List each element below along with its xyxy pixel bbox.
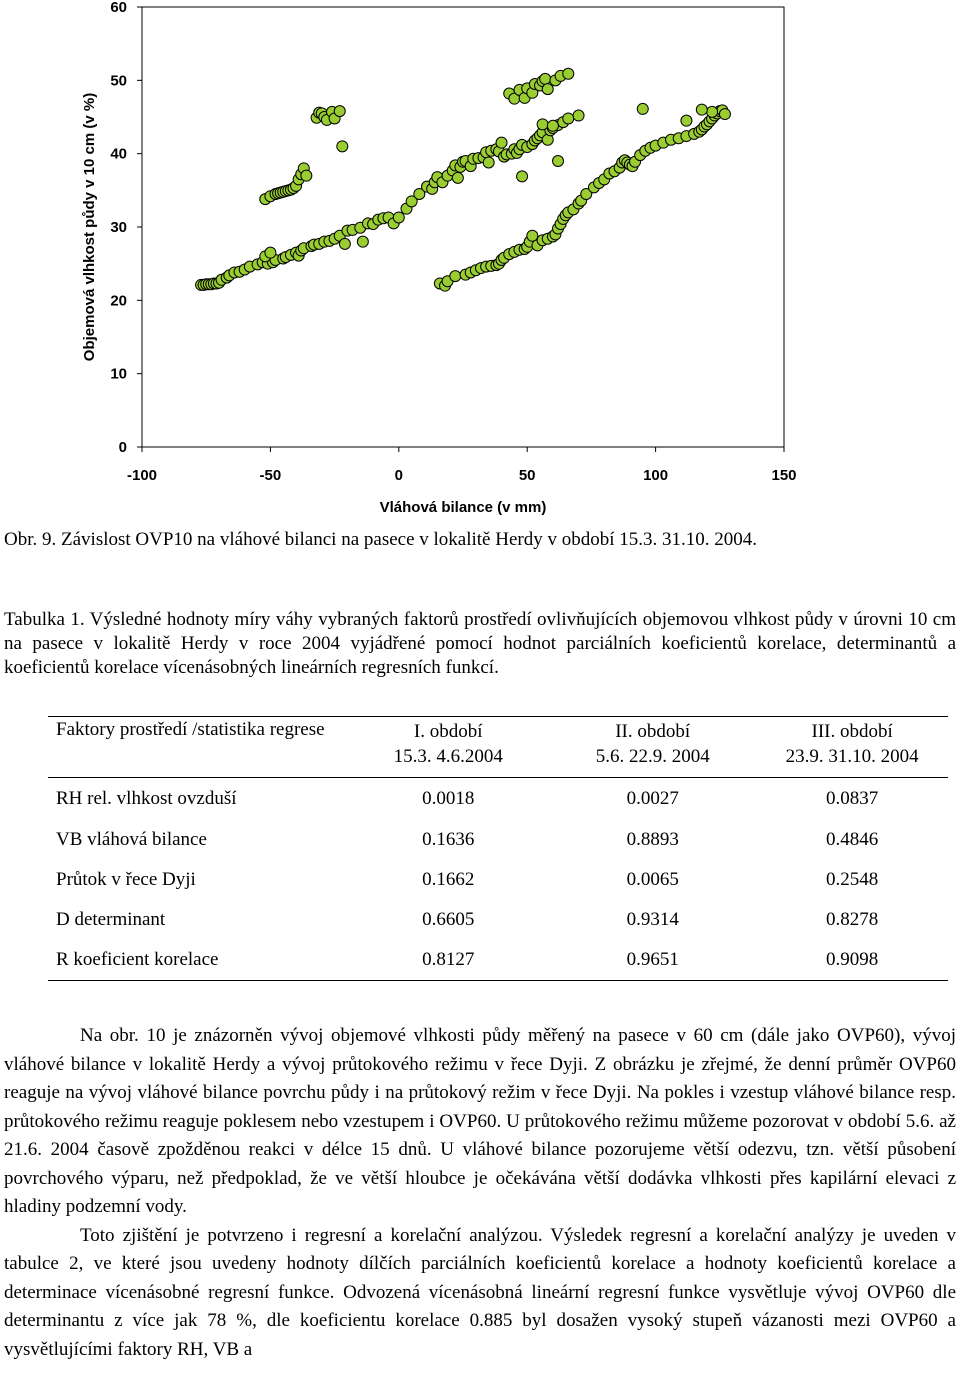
scatter-chart (0, 0, 960, 520)
row-value: 0.0027 (549, 778, 756, 821)
row-label: Průtok v řece Dyji (56, 869, 196, 890)
row-value: 0.8127 (347, 940, 549, 981)
y-tick-label: 20 (110, 292, 127, 310)
table-row (48, 778, 948, 821)
row-value: 0.1662 (422, 869, 475, 890)
data-point (681, 115, 692, 126)
row-value: 0.9314 (626, 909, 679, 930)
row-value: 0.1636 (422, 829, 475, 850)
data-point (553, 156, 564, 167)
period-3-name: III. období (811, 721, 893, 742)
data-point (265, 247, 276, 258)
data-point (496, 137, 507, 148)
row-value: 0.8278 (826, 909, 879, 930)
y-tick-label: 60 (110, 0, 127, 16)
y-axis-ticks (110, 0, 142, 456)
data-point (301, 170, 312, 181)
data-point (696, 104, 707, 115)
data-point (450, 271, 461, 282)
row-label: D determinant (56, 909, 166, 930)
y-tick-label: 50 (110, 72, 127, 90)
data-point (719, 109, 730, 120)
x-axis-label: Vláhová bilance (v mm) (379, 499, 547, 516)
data-point (637, 103, 648, 114)
x-tick-label: -50 (259, 467, 282, 484)
table-row (48, 940, 948, 981)
row-value: 0.4846 (826, 829, 879, 850)
figure-caption: Obr. 9. Závislost OVP10 na vláhové bilanci na pasece v lokalitě Herdy v období 15.3. 31.10. 2004. (4, 529, 758, 550)
y-tick-label: 10 (110, 365, 127, 383)
data-point (547, 120, 558, 131)
data-point (707, 106, 718, 117)
x-tick-label: -100 (126, 467, 158, 484)
factors-table (48, 716, 948, 981)
row-value: 0.9651 (549, 940, 756, 981)
data-point (337, 141, 348, 152)
row-value: 0.0065 (626, 869, 679, 890)
table-row (48, 900, 948, 940)
data-point (517, 171, 528, 182)
table-row (48, 860, 948, 900)
data-point (393, 212, 404, 223)
row-label: VB vláhová bilance (56, 829, 207, 850)
row-value: 0.8893 (626, 829, 679, 850)
period-1-name: I. období (413, 721, 483, 742)
data-point (573, 110, 584, 121)
x-tick-label: 0 (394, 467, 403, 484)
y-tick-label: 30 (110, 219, 127, 236)
row-value: 0.0837 (756, 778, 948, 821)
period-2-name: II. období (615, 721, 691, 742)
paragraph: Na obr. 10 je znázorněn vývoj objemové vlhkosti půdy měřený na pasece v 60 cm (dále jako OVP60), vývoj vláhové bilance v lokalitě Herdy a vývoj průtokového režimu v řece Dyji. Z obrázku je zřejmé, že denní průměr OVP60 reaguje na vývoj vláhové bilance povrchu půdy i na průtokový režim v řece Dyji. Na pokles i vzestup vláhové bilance resp. průtokového režimu reaguje poklesem nebo vzestupem i OVP60. U průtokového režimu můžeme pozorovat v období 5.6. až 21.6. 2004 časově zpožděnou reakci v délce 15 dnů. U vláhové bilance pozorujeme větší odezvu, tzn. větší působení povrchového výparu, než předpoklad, že ve větší hloubce je očekávána větší dodávka vlhkosti přes kapilární elevaci z hladiny podzemní vody. (4, 1025, 956, 1217)
data-point (339, 238, 350, 249)
data-point (357, 236, 368, 247)
data-point (563, 68, 574, 79)
x-axis-ticks (127, 447, 797, 484)
data-point (452, 172, 463, 183)
data-point (542, 84, 553, 95)
header-period-1 (347, 717, 549, 778)
row-value: 0.0018 (347, 778, 549, 821)
period-2-range: 5.6. 22.9. 2004 (595, 746, 710, 767)
body-text (4, 1022, 956, 1364)
header-period-2 (549, 717, 756, 778)
header-period-3 (756, 717, 948, 778)
row-value: 0.2548 (826, 869, 879, 890)
row-label: RH rel. vlhkost ovzduší (48, 778, 347, 821)
x-tick-label: 100 (643, 467, 669, 484)
data-point (563, 113, 574, 124)
x-tick-label: 150 (771, 467, 797, 484)
row-label: R koeficient korelace (48, 940, 347, 981)
table-intro-text: Tabulka 1. Výsledné hodnoty míry váhy vybraných faktorů prostředí ovlivňujících objemovou vlhkost půdy v úrovni 10 cm na pasece v lokalitě Herdy v roce 2004 vyjádřené pomocí hodnot parciálních koeficientů korelace, determinantů a koeficientů korelace vícenásobných lineárních regresních funkcí. (4, 609, 956, 678)
header-factor: Faktory prostředí /statistika regrese (48, 717, 347, 778)
table-header-row (48, 717, 948, 778)
paragraph: Toto zjištění je potvrzeno i regresní a korelační analýzou. Výsledek regresní a korelační analýzy je uveden v tabulce 2, ve které jsou uvedeny hodnoty dílčích parciálních koeficientů korelace a hodnoty koeficientů korelace a determinace vícenásobné regresní funkce. Odvozená vícenásobná lineární regresní funkce vysvětluje vývoj OVP60 dle determinantu z více jak 78 %, dle koeficientu korelace 0.885 byl dosažen vysoký stupeň vázanosti mezi OVP60 a vysvětlujícími faktory RH, VB a (4, 1224, 956, 1360)
period-3-range: 23.9. 31.10. 2004 (785, 746, 919, 767)
y-tick-label: 0 (118, 439, 127, 456)
data-point (483, 157, 494, 168)
data-point (334, 106, 345, 117)
row-value: 0.6605 (422, 909, 475, 930)
x-tick-label: 50 (518, 467, 536, 484)
period-1-range: 15.3. 4.6.2004 (393, 746, 503, 767)
y-tick-label: 40 (110, 145, 127, 163)
row-value: 0.9098 (756, 940, 948, 981)
table-intro (4, 608, 956, 680)
table-row (48, 820, 948, 860)
plot-area-border (142, 7, 784, 447)
chart-svg (0, 0, 960, 520)
data-point (540, 73, 551, 84)
y-axis-label: Objemová vlhkost půdy v 10 cm (v %) (81, 92, 98, 362)
data-point (537, 119, 548, 130)
